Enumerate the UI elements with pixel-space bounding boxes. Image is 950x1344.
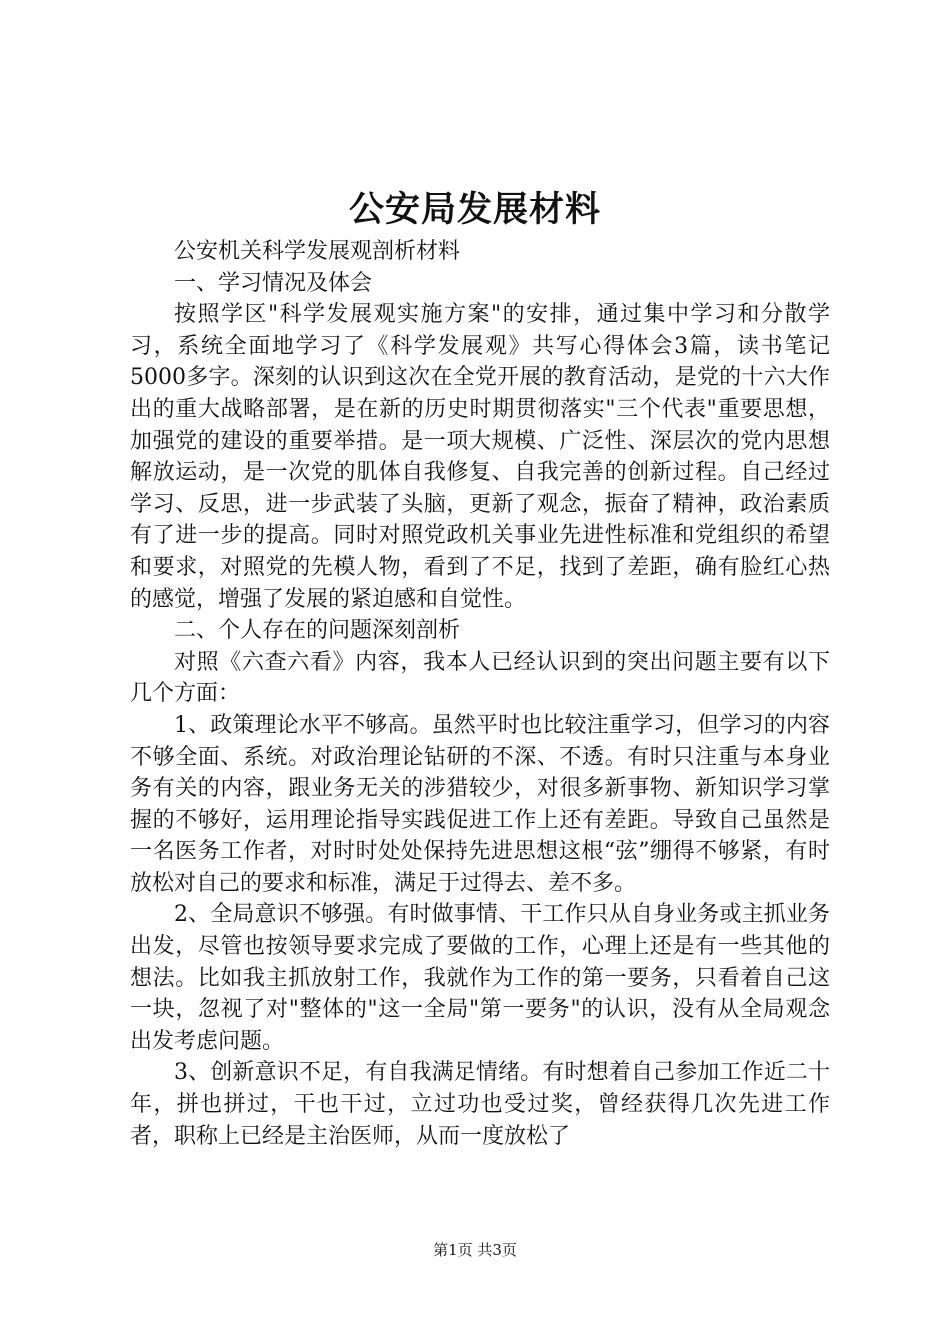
document-title: 公安局发展材料 [348,189,601,230]
list-item-paragraph: 2、全局意识不够强。有时做事情、干工作只从自身业务或主抓业务出发，尽管也按领导要求完成了要做的工作，心理上还是有一些其他的想法。比如我主抓放射工作，我就作为工作的第一要务，只看着自己这一块，忽视了对"整体的"这一全局"第一要务"的认识，没有从全局观念出发考虑问题。 [130,902,830,1054]
list-item-paragraph: 1、政策理论水平不够高。虽然平时也比较注重学习，但学习的内容不够全面、系统。对政治理论钻研的不深、不透。有时只注重与本身业务有关的内容，跟业务无关的涉猎较少，对很多新事物、新知识学习掌握的不够好，运用理论指导实践促进工作上还有差距。导致自己虽然是一名医务工作者，对时时处处保持先进思想这根“弦”绷得不够紧，有时放松对自己的要求和标准，满足于过得去、差不多。 [130,712,830,896]
list-item-paragraph: 3、创新意识不足，有自我满足情绪。有时想着自己参加工作近二十年，拼也拼过，干也干过，立过功也受过奖，曾经获得几次先进工作者，职称上已经是主治医师，从而一度放松了 [130,1060,830,1149]
body-paragraph: 按照学区"科学发展观实施方案"的安排，通过集中学习和分散学习，系统全面地学习了《科学发展观》共写心得体会3篇，读书笔记5000多字。深刻的认识到这次在全党开展的教育活动，是党的十六大作出的重大战略部署，是在新的历史时期贯彻落实"三个代表"重要思想，加强党的建设的重要举措。是一项大规模、广泛性、深层次的党内思想解放运动，是一次党的肌体自我修复、自我完善的创新过程。自己经过学习、反思，进一步武装了头脑，更新了观念，振奋了精神，政治素质有了进一步的提高。同时对照党政机关事业先进性标准和党组织的希望和要求，对照党的先模人物，看到了不足，找到了差距，确有脸红心热的感觉，增强了发展的紧迫感和自觉性。 [130,302,830,612]
section-heading-1: 一、学习情况及体会 [174,270,373,296]
subtitle-paragraph: 公安机关科学发展观剖析材料 [174,239,461,264]
section-heading-2: 二、个人存在的问题深刻剖析 [174,618,461,644]
body-paragraph: 对照《六查六看》内容，我本人已经认识到的突出问题主要有以下几个方面： [130,649,830,707]
page-number-footer: 第1页 共3页 [433,1241,517,1259]
document-body [130,236,830,1152]
